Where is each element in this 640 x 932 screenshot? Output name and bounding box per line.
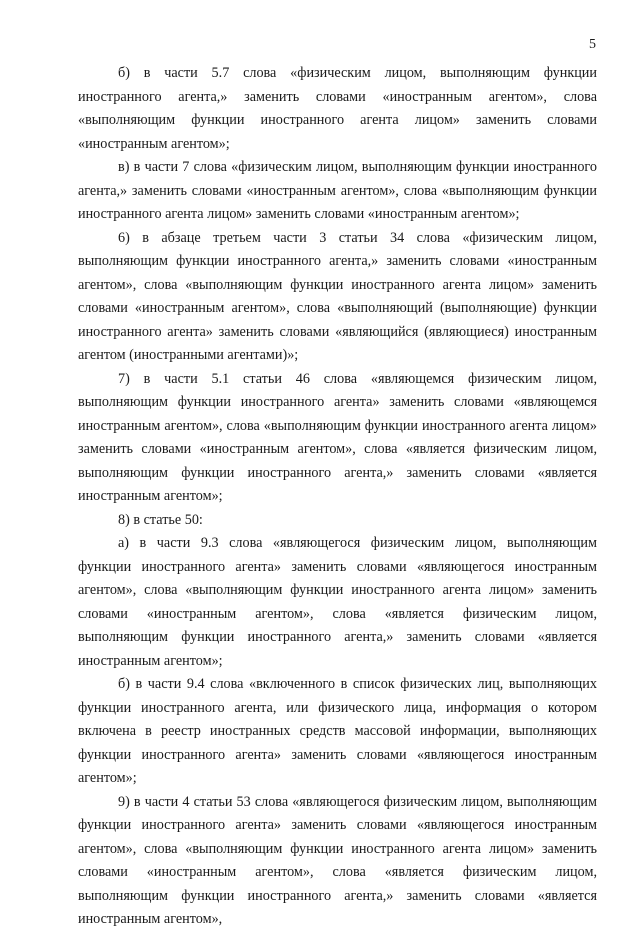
paragraph-b-part-5-7: б) в части 5.7 слова «физическим лицом, выполняющим функции иностранного агента,» заменить словами «иностранным агентом», слова «выполняющим функции иностранного агента лицом» заменить словами «иностранным агентом»; bbox=[78, 65, 597, 152]
paragraph-7-article-46: 7) в части 5.1 статьи 46 слова «являющемся физическим лицом, выполняющим функции иностранного агента» заменить словами «являющемся иностранным агентом», слова «выполняющим функции иностранного агента лицом» заменить словами «иностранным агентом», слова «является физическим лицом, выполняющим функции иностранного агента,» заменить словами «является иностранным агентом»; bbox=[78, 370, 597, 504]
paragraph-v-part-7: в) в части 7 слова «физическим лицом, выполняющим функции иностранного агента,» заменить словами «иностранным агентом», слова «выполняющим функции иностранного агента лицом» заменить словами «иностранным агентом»; bbox=[78, 159, 597, 222]
document-body bbox=[78, 62, 597, 932]
paragraph-6-article-34: 6) в абзаце третьем части 3 статьи 34 слова «физическим лицом, выполняющим функции иностранного агента,» заменить словами «иностранным агентом», слова «выполняющим функции иностранного агента лицом» заменить словами «иностранным агентом», слова «выполняющий (выполняющие) функции иностранного агента» заменить словами «являющийся (являющиеся) иностранным агентом (иностранными агентами)»; bbox=[78, 229, 597, 363]
paragraph-8-article-50: 8) в статье 50: bbox=[118, 511, 203, 528]
paragraph-b-part-9-4: б) в части 9.4 слова «включенного в список физических лиц, выполняющих функции иностранного агента, или физического лица, информация о котором включена в реестр иностранных средств массовой информации, выполняющих функции иностранного агента» заменить словами «являющегося иностранным агентом»; bbox=[78, 676, 597, 786]
page-number: 5 bbox=[589, 37, 596, 52]
paragraph-a-part-9-3: а) в части 9.3 слова «являющегося физическим лицом, выполняющим функции иностранного агента» заменить словами «являющегося иностранным агентом», слова «выполняющим функции иностранного агента лицом» заменить словами «иностранным агентом», слова «является физическим лицом, выполняющим функции иностранного агента,» заменить словами «является иностранным агентом»; bbox=[78, 535, 597, 669]
paragraph-9-article-53: 9) в части 4 статьи 53 слова «являющегося физическим лицом, выполняющим функции иностранного агента» заменить словами «являющегося иностранным агентом», слова «выполняющим функции иностранного агента лицом» заменить словами «иностранным агентом», слова «является физическим лицом, выполняющим функции иностранного агента,» заменить словами «является иностранным агентом», bbox=[78, 793, 597, 927]
